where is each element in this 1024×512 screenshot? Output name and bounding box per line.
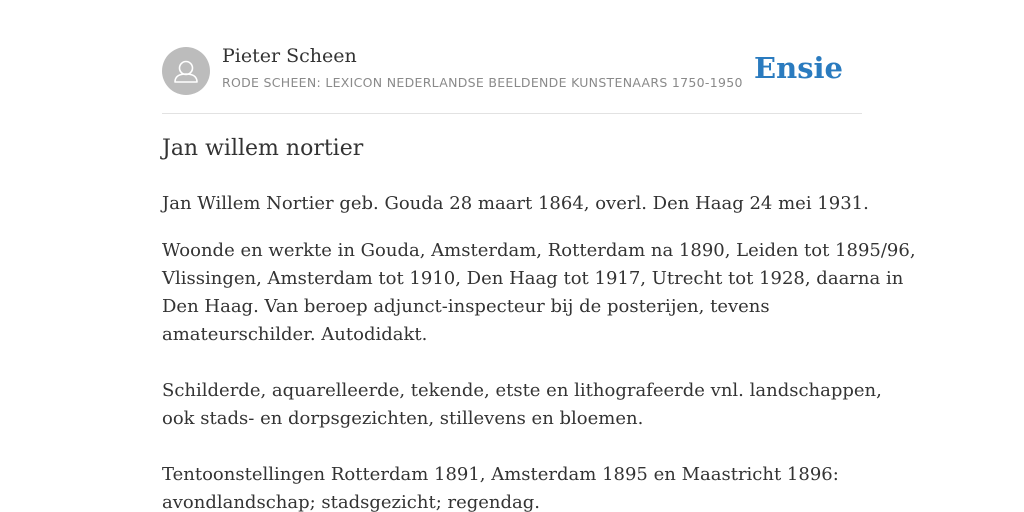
- user-silhouette-icon: [162, 47, 210, 95]
- paragraph-line: avondlandschap; stadsgezicht; regendag.: [162, 492, 540, 512]
- paragraph-line: Schilderde, aquarelleerde, tekende, etste en lithografeerde vnl. landschappen,: [162, 380, 882, 401]
- paragraph-line: ook stads- en dorpsgezichten, stillevens en bloemen.: [162, 408, 644, 429]
- brand-logo[interactable]: Ensie: [754, 51, 843, 85]
- article-header: [162, 0, 862, 114]
- article-title: Jan willem nortier: [162, 136, 364, 161]
- paragraph-line: Woonde en werkte in Gouda, Amsterdam, Rotterdam na 1890, Leiden tot 1895/96,: [162, 240, 916, 261]
- author-name[interactable]: Pieter Scheen: [222, 45, 357, 67]
- paragraph-line: Den Haag. Van beroep adjunct-inspecteur bij de posterijen, tevens: [162, 296, 770, 317]
- content-container: [162, 0, 916, 512]
- source-title[interactable]: RODE SCHEEN: LEXICON NEDERLANDSE BEELDENDE KUNSTENAARS 1750-1950: [222, 75, 743, 90]
- paragraph-birth-death: Jan Willem Nortier geb. Gouda 28 maart 1864, overl. Den Haag 24 mei 1931.: [162, 193, 869, 214]
- paragraph-exhibitions: [162, 461, 882, 512]
- paragraph-residence: [162, 237, 916, 349]
- paragraph-line: amateurschilder. Autodidakt.: [162, 324, 428, 345]
- author-avatar[interactable]: [162, 47, 210, 95]
- paragraph-line: Vlissingen, Amsterdam tot 1910, Den Haag tot 1917, Utrecht tot 1928, daarna in: [162, 268, 904, 289]
- paragraph-line: Tentoonstellingen Rotterdam 1891, Amsterdam 1895 en Maastricht 1896:: [162, 464, 839, 485]
- paragraph-works: [162, 377, 882, 433]
